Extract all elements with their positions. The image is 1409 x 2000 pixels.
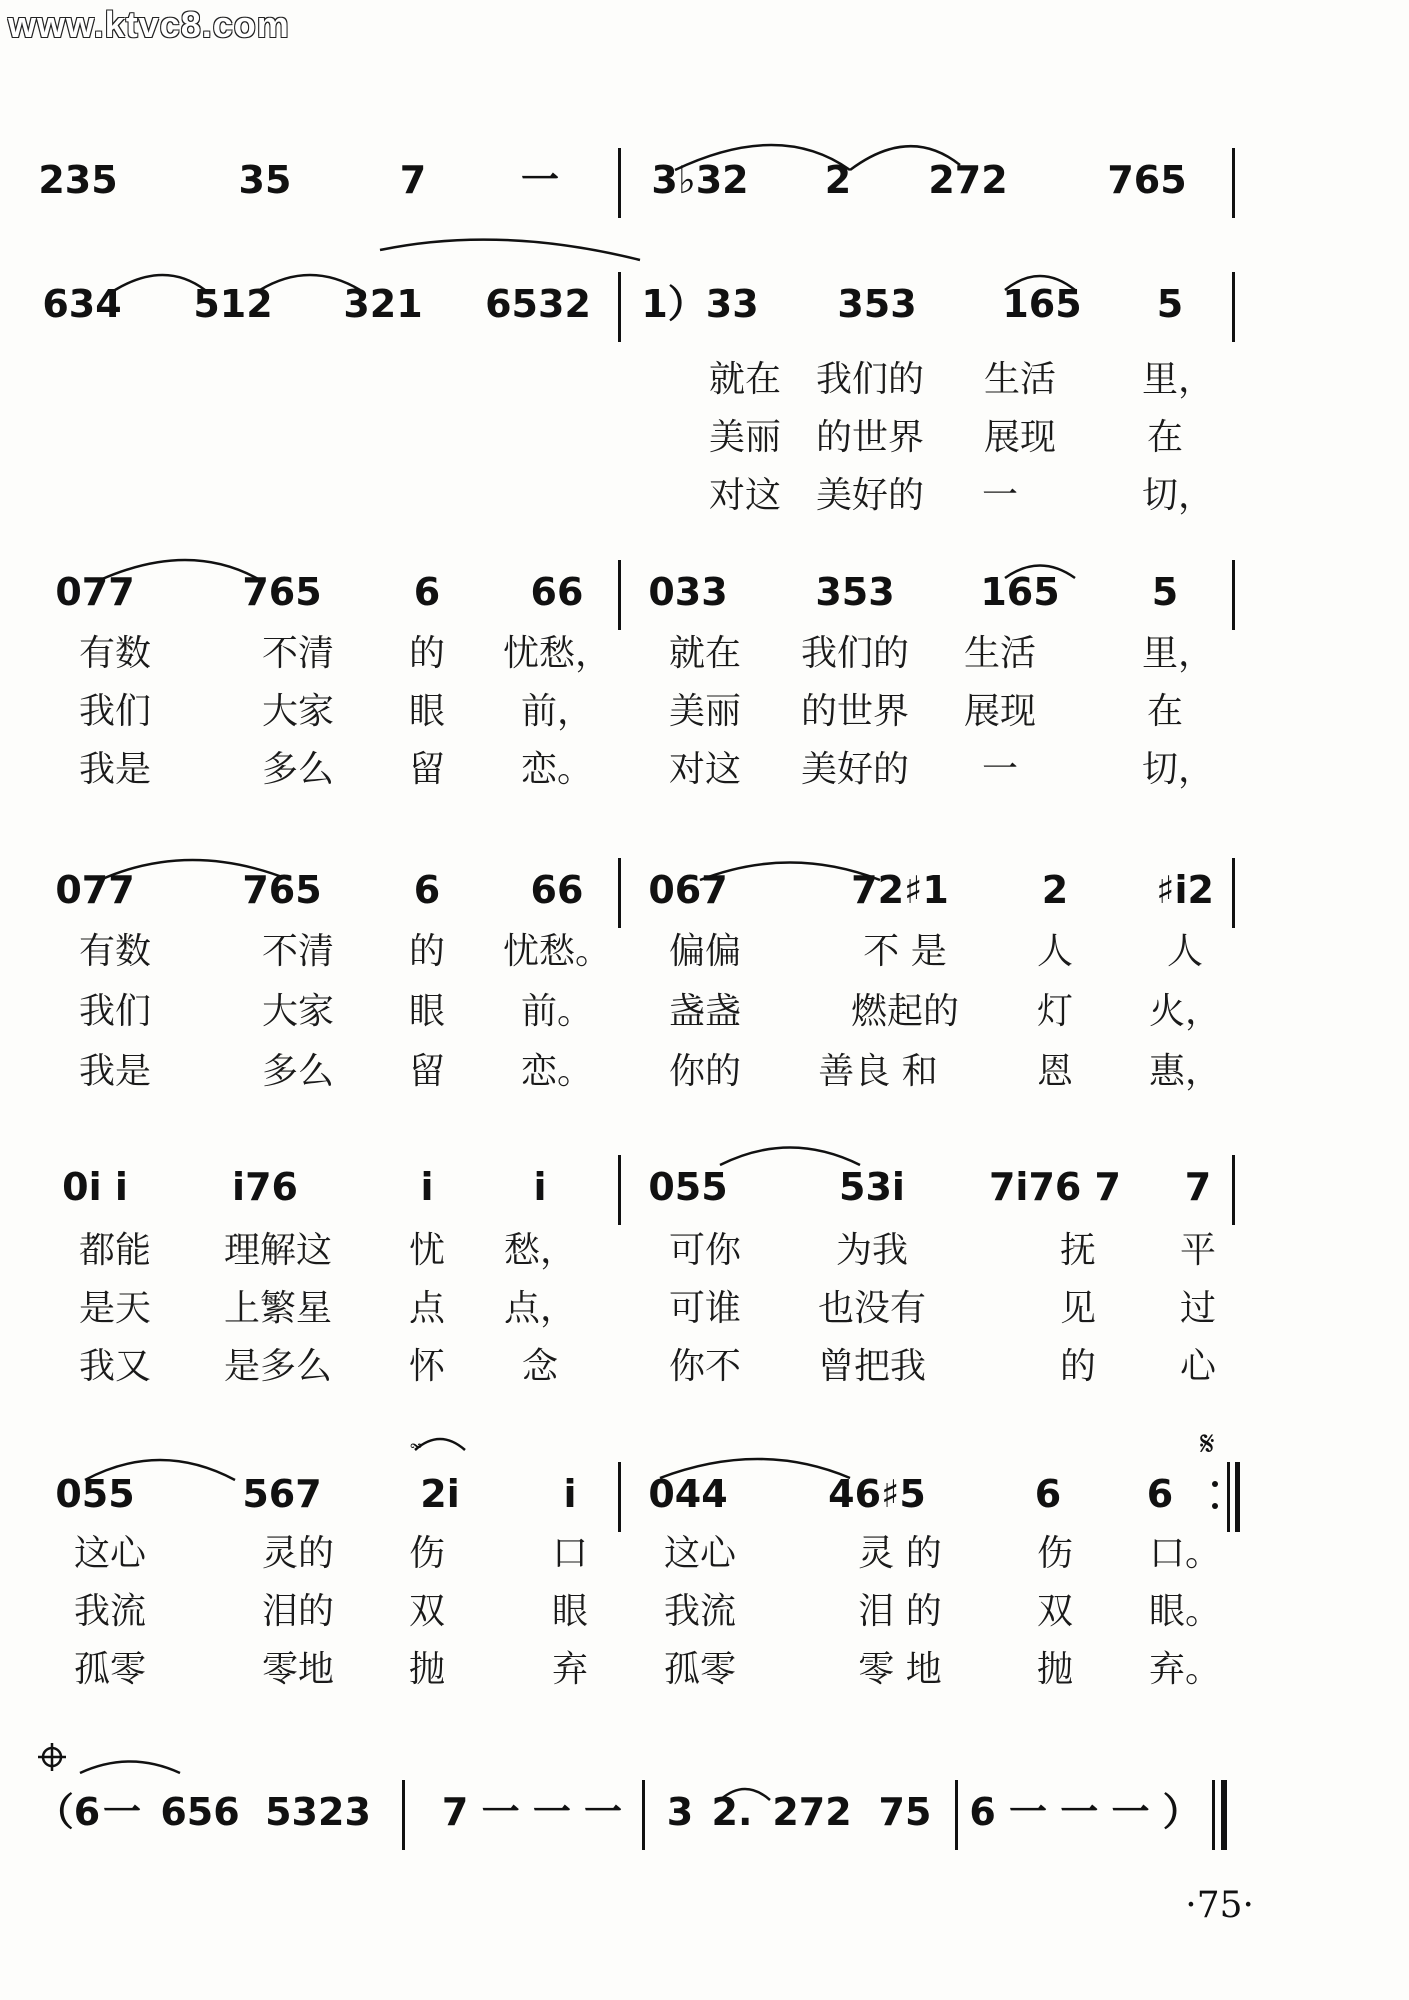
lyric: 伤 <box>1036 1533 1074 1574</box>
note-group: 2 <box>1041 868 1069 912</box>
lyric: 可你 <box>668 1230 742 1271</box>
lyric: 你不 <box>668 1346 742 1387</box>
lyric: 生活 <box>963 633 1037 674</box>
slur <box>380 240 640 260</box>
lyric: 我流 <box>663 1591 737 1632</box>
lyric: 对这 <box>668 749 742 790</box>
note-group: 272 <box>928 158 1008 202</box>
note-group: 6 <box>1034 1472 1062 1516</box>
lyric-line <box>0 1584 1409 1640</box>
lyric: 展现 <box>963 691 1037 732</box>
lyric: 的世界 <box>800 691 910 732</box>
barline <box>618 858 621 928</box>
barline <box>1232 560 1235 630</box>
note-group: 656 <box>160 1790 240 1834</box>
lyric: 的 <box>408 931 446 972</box>
note-group: 353 <box>837 282 917 326</box>
lyric: 切， <box>1141 475 1215 516</box>
lyric-line <box>0 924 1409 980</box>
slur <box>80 1762 180 1774</box>
lyric: 就在 <box>708 359 782 400</box>
note-group: 7 <box>399 158 427 202</box>
lyric: 泪 的 <box>858 1591 942 1632</box>
lyric: 曾把我 <box>817 1346 927 1387</box>
lyric: 留 <box>408 749 446 790</box>
note-group: 7 一 一 一 <box>441 1790 623 1834</box>
note-group: 53i <box>839 1165 905 1209</box>
lyric: 火， <box>1148 991 1222 1032</box>
lyric-line <box>0 684 1409 740</box>
lyric: 多么 <box>261 749 335 790</box>
barline <box>1232 272 1235 342</box>
note-group: 2i <box>420 1472 460 1516</box>
note-group: 765 <box>1107 158 1187 202</box>
note-group: 5 <box>1156 282 1184 326</box>
lyric: 灯 <box>1036 991 1074 1032</box>
lyric: 眼 <box>408 991 446 1032</box>
lyric: 人 <box>1166 931 1204 972</box>
lyric: 我们 <box>78 991 152 1032</box>
note-group: 7i76 7 <box>988 1165 1122 1209</box>
lyric: 就在 <box>668 633 742 674</box>
notation-line <box>0 560 1409 624</box>
note-group: 353 <box>815 570 895 614</box>
note-group: 512 <box>193 282 273 326</box>
note-group: 077 <box>55 868 135 912</box>
note-group: 6 <box>1146 1472 1174 1516</box>
note-group: 66 <box>530 868 584 912</box>
segno-icon: 𝄋 <box>1200 1424 1215 1464</box>
note-group: 35 <box>238 158 292 202</box>
note-group: 7 <box>1184 1165 1212 1209</box>
lyric-line <box>0 1526 1409 1582</box>
barline <box>1232 148 1235 218</box>
note-group: 765 <box>242 570 322 614</box>
lyric-line <box>0 1642 1409 1698</box>
note-group: 6532 <box>485 282 591 326</box>
lyric: 恋。 <box>520 749 594 790</box>
lyric-line <box>0 626 1409 682</box>
lyric: 人 <box>1036 931 1074 972</box>
note-group: 5323 <box>265 1790 371 1834</box>
lyric: 过 <box>1179 1288 1217 1329</box>
lyric: 口。 <box>1148 1533 1222 1574</box>
note-group: 一 <box>520 158 560 202</box>
lyric: 你的 <box>668 1051 742 1092</box>
lyric: 的 <box>1059 1346 1097 1387</box>
note-group: 66 <box>530 570 584 614</box>
lyric: 的世界 <box>815 417 925 458</box>
lyric: 也没有 <box>817 1288 927 1329</box>
lyric: 燃起的 <box>850 991 960 1032</box>
note-group: 055 <box>648 1165 728 1209</box>
lyric-line <box>0 352 1409 408</box>
lyric: 盏盏 <box>668 991 742 1032</box>
lyric: 抚 <box>1059 1230 1097 1271</box>
lyric: 忧 <box>408 1230 446 1271</box>
lyric: 展现 <box>983 417 1057 458</box>
lyric: 大家 <box>261 691 335 732</box>
lyric-line <box>0 410 1409 466</box>
lyric: 我们 <box>78 691 152 732</box>
lyric: 可谁 <box>668 1288 742 1329</box>
lyric: 零地 <box>261 1649 335 1690</box>
lyric: 弃 <box>551 1649 589 1690</box>
barline <box>618 272 621 342</box>
note-group: ♯i2 <box>1156 868 1214 912</box>
repeat-barline <box>1235 1462 1240 1532</box>
barline <box>1232 1155 1235 1225</box>
watermark: www.ktvc8.com <box>8 4 290 45</box>
notation-line <box>0 1780 1409 1844</box>
lyric: 里， <box>1141 359 1215 400</box>
lyric: 上繁星 <box>223 1288 333 1329</box>
lyric: 留 <box>408 1051 446 1092</box>
lyric: 眼 <box>551 1591 589 1632</box>
lyric-line <box>0 742 1409 798</box>
barline <box>1232 858 1235 928</box>
note-group: 165 <box>1002 282 1082 326</box>
note-group: i76 <box>232 1165 298 1209</box>
lyric: 都能 <box>78 1230 152 1271</box>
lyric: 美好的 <box>815 475 925 516</box>
lyric-line <box>0 468 1409 524</box>
lyric: 眼。 <box>1148 1591 1222 1632</box>
note-group: 46♯5 <box>828 1472 926 1516</box>
note-group: 765 <box>242 868 322 912</box>
lyric: 大家 <box>261 991 335 1032</box>
lyric: 不清 <box>261 931 335 972</box>
lyric: 忧愁， <box>502 633 612 674</box>
lyric: 这心 <box>663 1533 737 1574</box>
lyric-line <box>0 1339 1409 1395</box>
barline <box>402 1780 405 1850</box>
note-group: 067 <box>648 868 728 912</box>
note-group: 1）33 <box>641 282 759 326</box>
note-group: 0i i <box>62 1165 128 1209</box>
note-group: 272 <box>772 1790 852 1834</box>
repeat-barline <box>1227 1462 1230 1532</box>
lyric: 美好的 <box>800 749 910 790</box>
lyric: 点 <box>408 1288 446 1329</box>
note-group: 72♯1 <box>851 868 949 912</box>
lyric: 我是 <box>78 1051 152 1092</box>
lyric: 双 <box>408 1591 446 1632</box>
lyric: 生活 <box>983 359 1057 400</box>
lyric: 恋。 <box>520 1051 594 1092</box>
barline <box>618 148 621 218</box>
lyric: 点， <box>503 1288 577 1329</box>
barline <box>618 1155 621 1225</box>
lyric: 恩 <box>1036 1051 1074 1092</box>
note-group: 235 <box>38 158 118 202</box>
lyric: 眼 <box>408 691 446 732</box>
note-group: 055 <box>55 1472 135 1516</box>
lyric: 这心 <box>73 1533 147 1574</box>
lyric: 为我 <box>835 1230 909 1271</box>
lyric: 善良 和 <box>818 1051 938 1092</box>
lyric-line <box>0 984 1409 1040</box>
lyric: 我是 <box>78 749 152 790</box>
barline <box>642 1780 645 1850</box>
lyric: 零 地 <box>858 1649 942 1690</box>
lyric: 美丽 <box>668 691 742 732</box>
final-barline <box>1221 1780 1227 1850</box>
lyric-line <box>0 1044 1409 1100</box>
lyric: 弃。 <box>1148 1649 1222 1690</box>
note-group: 2. <box>711 1790 753 1834</box>
notation-line <box>0 858 1409 922</box>
lyric: 是天 <box>78 1288 152 1329</box>
lyric: 忧愁。 <box>502 931 612 972</box>
note-group: 321 <box>343 282 423 326</box>
lyric: 孤零 <box>73 1649 147 1690</box>
lyric: 有数 <box>78 931 152 972</box>
note-group: 3♭32 <box>651 158 749 202</box>
lyric: 在 <box>1146 691 1184 732</box>
lyric: 切， <box>1141 749 1215 790</box>
note-group: 044 <box>648 1472 728 1516</box>
lyric: 抛 <box>1036 1649 1074 1690</box>
barline <box>955 1780 958 1850</box>
final-barline <box>1212 1780 1215 1850</box>
note-group: 077 <box>55 570 135 614</box>
lyric: 口 <box>551 1533 589 1574</box>
note-group: 634 <box>42 282 122 326</box>
lyric: 是多么 <box>223 1346 333 1387</box>
lyric: 不 是 <box>863 931 947 972</box>
lyric: 里， <box>1141 633 1215 674</box>
note-group: 3 <box>666 1790 694 1834</box>
lyric: 多么 <box>261 1051 335 1092</box>
page-number: ·75· <box>1185 1885 1254 1926</box>
note-group: i <box>420 1165 434 1209</box>
note-group: 一 <box>102 1790 142 1834</box>
lyric: 灵的 <box>261 1533 335 1574</box>
lyric: 在 <box>1146 417 1184 458</box>
lyric: 怀 <box>408 1346 446 1387</box>
lyric: 抛 <box>408 1649 446 1690</box>
lyric: 前。 <box>520 991 594 1032</box>
lyric: 双 <box>1036 1591 1074 1632</box>
lyric: 惠， <box>1148 1051 1222 1092</box>
note-group: 5 <box>1151 570 1179 614</box>
note-group: i <box>563 1472 577 1516</box>
note-group: 567 <box>242 1472 322 1516</box>
lyric: 愁， <box>503 1230 577 1271</box>
lyric: 前， <box>520 691 594 732</box>
lyric-line <box>0 1281 1409 1337</box>
lyric: 念 <box>521 1346 559 1387</box>
lyric: 一 <box>981 475 1019 516</box>
lyric: 我们的 <box>815 359 925 400</box>
lyric: 我们的 <box>800 633 910 674</box>
slur <box>415 1439 465 1450</box>
lyric: 孤零 <box>663 1649 737 1690</box>
lyric: 一 <box>981 749 1019 790</box>
lyric: 理解这 <box>223 1230 333 1271</box>
notation-line <box>0 1462 1409 1526</box>
note-group: 2 <box>824 158 852 202</box>
lyric: 伤 <box>408 1533 446 1574</box>
lyric: 我又 <box>78 1346 152 1387</box>
lyric: 泪的 <box>261 1591 335 1632</box>
lyric: 灵 的 <box>858 1533 942 1574</box>
lyric: 我流 <box>73 1591 147 1632</box>
barline <box>618 1462 621 1532</box>
note-group: i <box>533 1165 547 1209</box>
lyric: 对这 <box>708 475 782 516</box>
note-group: 75 <box>878 1790 932 1834</box>
lyric: 不清 <box>261 633 335 674</box>
note-group: 6 <box>413 868 441 912</box>
lyric: 平 <box>1179 1230 1217 1271</box>
coda-icon <box>38 1743 66 1771</box>
notation-line <box>0 1155 1409 1219</box>
notation-line <box>0 272 1409 336</box>
lyric: 的 <box>408 633 446 674</box>
note-group: 033 <box>648 570 728 614</box>
note-group: 165 <box>980 570 1060 614</box>
note-group: （6 <box>35 1790 101 1834</box>
lyric: 美丽 <box>708 417 782 458</box>
mordent-icon: 𝆗 <box>410 1431 423 1456</box>
lyric: 偏偏 <box>668 931 742 972</box>
lyric: 心 <box>1179 1346 1217 1387</box>
lyric-line <box>0 1223 1409 1279</box>
note-group: 6 <box>413 570 441 614</box>
lyric: 有数 <box>78 633 152 674</box>
barline <box>618 560 621 630</box>
lyric: 见 <box>1059 1288 1097 1329</box>
notation-line <box>0 148 1409 212</box>
note-group: 6 一 一 一 ） <box>969 1790 1201 1834</box>
